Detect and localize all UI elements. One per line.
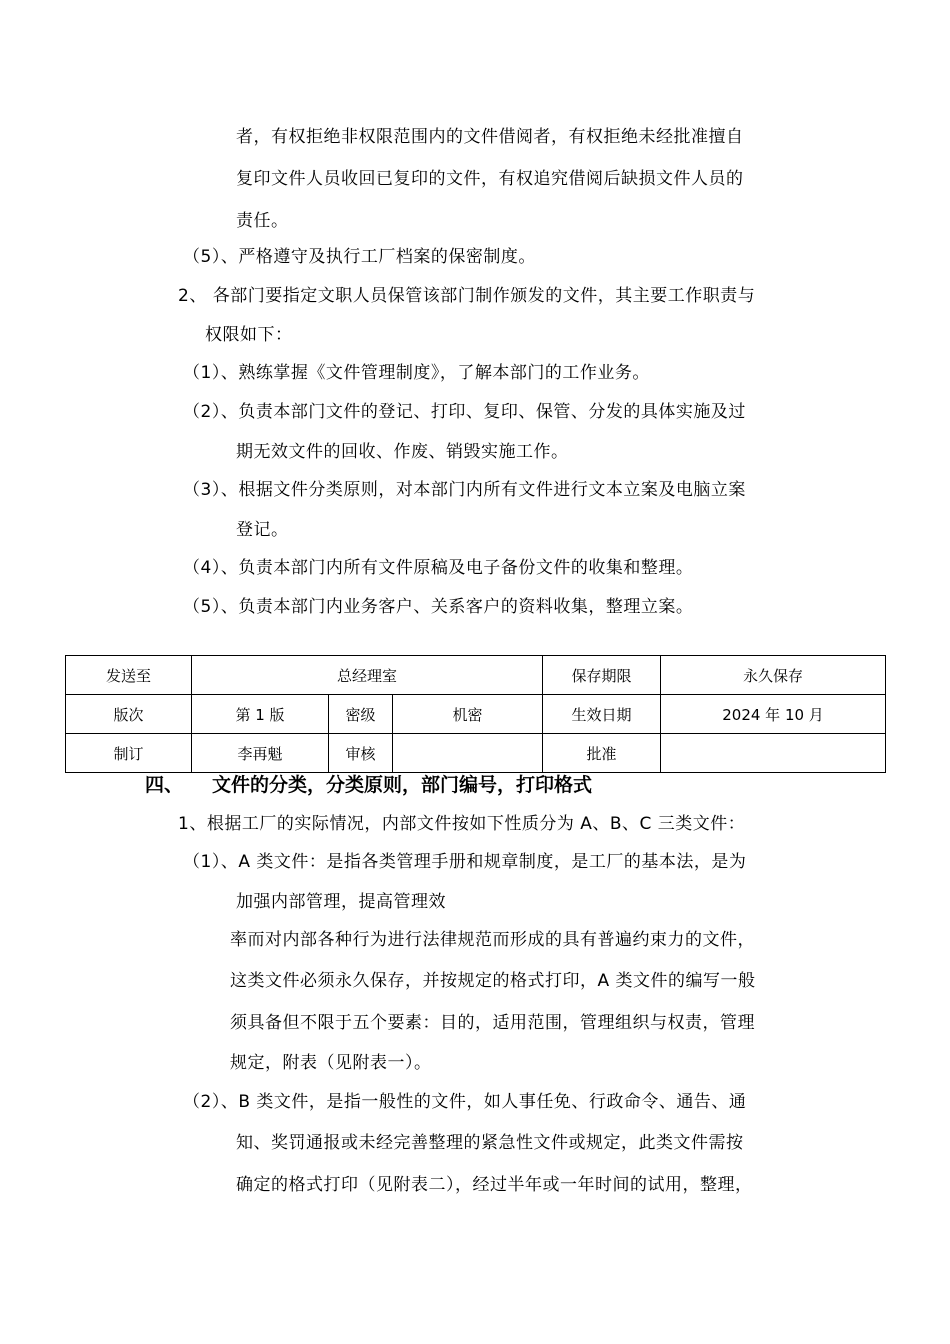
table-cell: 总经理室 <box>192 656 543 695</box>
body-text-line: （4）、负责本部门内所有文件原稿及电子备份文件的收集和整理。 <box>183 558 694 578</box>
table-cell: 制订 <box>66 734 192 773</box>
body-text-line: 登记。 <box>236 520 289 540</box>
body-text-line: 责任。 <box>236 211 289 231</box>
table-cell: 永久保存 <box>661 656 886 695</box>
table-row <box>66 734 886 773</box>
body-text-line: 期无效文件的回收、作废、销毁实施工作。 <box>236 442 569 462</box>
body-text-line: （3）、根据文件分类原则，对本部门内所有文件进行文本立案及电脑立案 <box>183 480 746 500</box>
table-cell <box>393 734 543 773</box>
body-text-line: （5）、严格遵守及执行工厂档案的保密制度。 <box>183 247 536 267</box>
body-text-line: 须具备但不限于五个要素：目的，适用范围，管理组织与权责，管理 <box>230 1013 755 1033</box>
table-cell: 生效日期 <box>543 695 661 734</box>
table-row <box>66 695 886 734</box>
body-text-line: 确定的格式打印（见附表二），经过半年或一年时间的试用，整理， <box>236 1175 753 1195</box>
table-cell <box>661 734 886 773</box>
section-number: 四、 <box>145 774 184 796</box>
body-text-line: （1）、A 类文件：是指各类管理手册和规章制度，是工厂的基本法，是为 <box>183 852 747 872</box>
body-text-line: 复印文件人员收回已复印的文件，有权追究借阅后缺损文件人员的 <box>236 169 744 189</box>
table-cell: 第 1 版 <box>192 695 329 734</box>
body-text-line: （2）、负责本部门文件的登记、打印、复印、保管、分发的具体实施及过 <box>183 402 746 422</box>
table-cell: 版次 <box>66 695 192 734</box>
table-cell: 审核 <box>329 734 393 773</box>
document-info-table <box>65 655 886 773</box>
table-cell: 保存期限 <box>543 656 661 695</box>
table-cell: 批准 <box>543 734 661 773</box>
body-text-line: 率而对内部各种行为进行法律规范而形成的具有普遍约束力的文件， <box>230 930 755 950</box>
body-text-line: 加强内部管理，提高管理效 <box>236 892 446 912</box>
table-cell: 李再魁 <box>192 734 329 773</box>
body-text-line: （1）、熟练掌握《文件管理制度》，了解本部门的工作业务。 <box>183 363 650 383</box>
body-text-line: 规定，附表（见附表一）。 <box>230 1053 432 1073</box>
section-title: 文件的分类，分类原则，部门编号，打印格式 <box>212 774 593 796</box>
body-text-line: （5）、负责本部门内业务客户、关系客户的资料收集，整理立案。 <box>183 597 694 617</box>
body-text-line: （2）、B 类文件，是指一般性的文件，如人事任免、行政命令、通告、通 <box>183 1092 747 1112</box>
table-row <box>66 656 886 695</box>
body-text-line: 这类文件必须永久保存，并按规定的格式打印，A 类文件的编写一般 <box>230 971 756 991</box>
table-cell: 机密 <box>393 695 543 734</box>
body-text-line: 知、奖罚通报或未经完善整理的紧急性文件或规定，此类文件需按 <box>236 1133 744 1153</box>
table-cell: 密级 <box>329 695 393 734</box>
table-cell: 2024 年 10 月 <box>661 695 886 734</box>
body-text-line: 1、根据工厂的实际情况，内部文件按如下性质分为 A、B、C 三类文件： <box>178 814 746 834</box>
table-cell: 发送至 <box>66 656 192 695</box>
body-text-line: 2、 各部门要指定文职人员保管该部门制作颁发的文件，其主要工作职责与 <box>178 286 756 306</box>
body-text-line: 权限如下： <box>205 325 293 345</box>
body-text-line: 者，有权拒绝非权限范围内的文件借阅者，有权拒绝未经批准擅自 <box>236 127 744 147</box>
